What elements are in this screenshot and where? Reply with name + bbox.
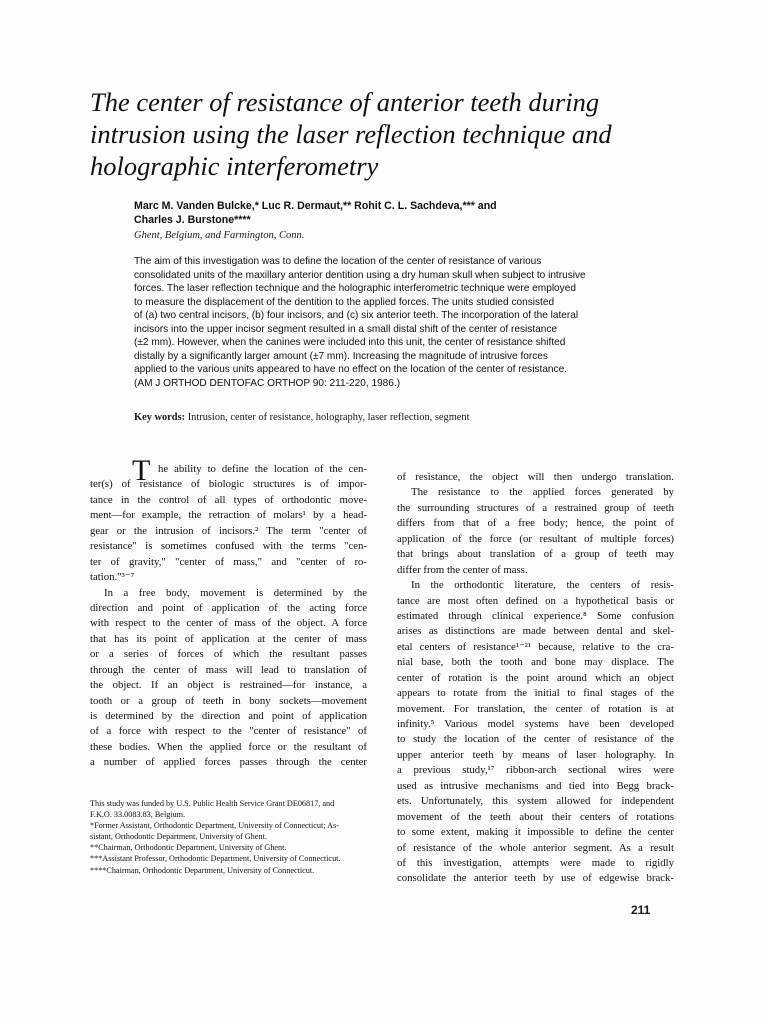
body-text-line: movement. For translation, the center of rotation is at [397,702,674,715]
body-text-line: consolidate the anterior teeth by use of edgewise brack- [397,872,674,885]
affiliation: Ghent, Belgium, and Farmington, Conn. [134,230,305,241]
body-text-line: etal centers of resistance¹⁻²¹ because, relative to the cra- [397,640,674,653]
abstract-line: applied to the various units appeared to have no effect on the location of the center of resistance. [134,364,568,375]
body-text-line: to some extent, making it impossible to define the center [397,826,674,839]
body-text-line: used as intrusive mechanisms and tied into Begg brack- [397,779,674,792]
abstract-line: incisors into the upper incisor segment resulted in a small distal shift of the center of resistance [134,323,558,335]
footnotes [90,798,370,876]
abstract [134,255,634,390]
body-text-line: tation."³⁻⁷ [90,571,135,584]
abstract-line: distally by a significantly larger amount (±7 mm). Increasing the magnitude of intrusive forces [134,350,548,362]
article-title [90,86,650,182]
body-text-line: application of the force (or resultant of multiple forces) [397,532,674,545]
body-text-line: or a series of forces of which the resultant passes [90,648,367,661]
footnote-line: *Former Assistant, Orthodontic Department, University of Connecticut; As- [90,821,339,831]
body-text-line: tance are most often defined on a hypothetical basis or [397,594,674,607]
body-text-line: center of rotation is the point around which an object [397,671,674,684]
body-text-line: ter of gravity," "center of mass," and "center of ro- [90,555,367,568]
abstract-line: consolidated units of the maxillary anterior dentition using a dry human skull when subject to intrusive [134,269,586,281]
body-text-line: of this investigation, attempts were made to rigidly [397,856,674,869]
abstract-line: of (a) two central incisors, (b) four incisors, and (c) six anterior teeth. The incorporation of the lateral [134,310,579,321]
title-line: intrusion using the laser reflection technique and [90,119,612,149]
body-text-line: upper anterior teeth by means of laser holography. In [397,748,674,761]
body-text-line: In the orthodontic literature, the centers of resis- [411,579,674,592]
body-column-right [397,470,674,887]
author-list [134,199,694,227]
body-text-line: that brings about translation of a group of teeth may [397,548,674,561]
body-column-left [90,454,367,771]
body-text-line: infinity.⁵ Various model systems have been developed [397,718,674,730]
footnote-line: sistant, Orthodontic Department, University of Ghent. [90,832,267,842]
abstract-line: forces. The laser reflection technique and the holographic interferometric technique were employed [134,283,576,294]
body-text-line: is determined by the direction and point of application [90,710,367,722]
body-text-line: the object. If an object is restrained—for instance, a [90,679,367,692]
abstract-line: to measure the displacement of the dentition to the applied forces. The units studied consisted [134,296,555,308]
body-text-line: that has its point of application at the center of mass [90,632,367,645]
body-text-line: gear or the intrusion of incisors.² The term "center of [90,524,367,537]
footnote-line: ****Chairman, Orthodontic Department, University of Connecticut. [90,865,315,875]
keywords-text: Intrusion, center of resistance, holography, laser reflection, segment [185,412,470,423]
author-line: Marc M. Vanden Bulcke,* Luc R. Dermaut,** Rohit C. L. Sachdeva,*** and [134,200,497,212]
body-text-line: ment—for example, the retraction of molars¹ by a head- [90,509,367,522]
abstract-line: The aim of this investigation was to define the location of the center of resistance of various [134,256,542,267]
footnote-line: This study was funded by U.S. Public Health Service Grant DE06817, and [90,799,335,808]
author-line: Charles J. Burstone**** [134,214,251,226]
body-text-line: a previous study,¹⁷ ribbon-arch sectional wires were [397,764,674,777]
body-text-line: ets. Unfortunately, this system allowed for independent [397,795,674,808]
body-text-line: the surrounding structures of a restrained group of teeth [397,501,674,514]
body-text-line: In a free body, movement is determined by the [104,586,367,599]
body-text-line: arises as distinctions are made between dental and skel- [397,625,674,638]
footnote-line: F.K.O. 33.0083.83, Belgium. [90,810,186,820]
body-text-line: direction and point of application of the acting force [90,601,367,614]
body-text-line: differ from the center of mass. [397,563,528,576]
drop-cap: T [132,454,151,487]
body-text-line: with respect to the center of mass of the object. A force [90,617,367,630]
title-line: holographic interferometry [90,151,379,181]
body-text-line: of resistance of the whole anterior segment. As a result [397,841,674,854]
footnote-line: ***Assistant Professor, Orthodontic Department, University of Connecticut. [90,854,341,864]
body-text-line: of a force with respect to the "center of resistance" of [90,725,367,738]
body-text-line: a number of applied forces passes through the center [90,756,367,769]
body-text-line: estimated through clinical experience.⁸ Some confusion [397,609,674,622]
body-text-line: ter(s) of resistance of biologic structures is of impor- [90,478,367,491]
body-text-line: he ability to define the location of the cen- [158,463,367,475]
keywords-label: Key words: [134,412,186,423]
body-text-line: resistance" is sometimes confused with the terms "cen- [90,540,367,553]
body-text-line: to study the location of the center of resistance of the [397,733,674,746]
body-text-line: of resistance, the object will then undergo translation. [397,471,674,483]
title-line: The center of resistance of anterior teeth during [90,87,600,117]
body-text-line: tance in the control of all types of orthodontic move- [90,493,367,506]
body-text-line: tooth or a group of teeth in bony sockets—movement [90,694,367,707]
keywords [134,411,694,424]
abstract-line: (AM J ORTHOD DENTOFAC ORTHOP 90: 211-220, 1986.) [134,377,401,389]
body-text-line: through the center of mass will lead to translation of [90,663,367,676]
page-number: 211 [631,903,651,917]
footnote-line: **Chairman, Orthodontic Department, University of Ghent. [90,843,287,853]
body-text-line: movement of the teeth about their centers of rotations [397,810,674,823]
abstract-line: (±2 mm). However, when the canines were included into this unit, the center of resistance shifted [134,337,566,348]
body-text-line: The resistance to the applied forces generated by [411,486,674,499]
body-text-line: these bodies. When the applied force or the resultant of [90,740,367,753]
body-text-line: appears to rotate from the initial to final stages of the [397,687,674,700]
body-text-line: differs from that of a free body; hence, the point of [397,517,674,530]
body-text-line: nial base, both the tooth and bone may displace. The [397,656,674,669]
